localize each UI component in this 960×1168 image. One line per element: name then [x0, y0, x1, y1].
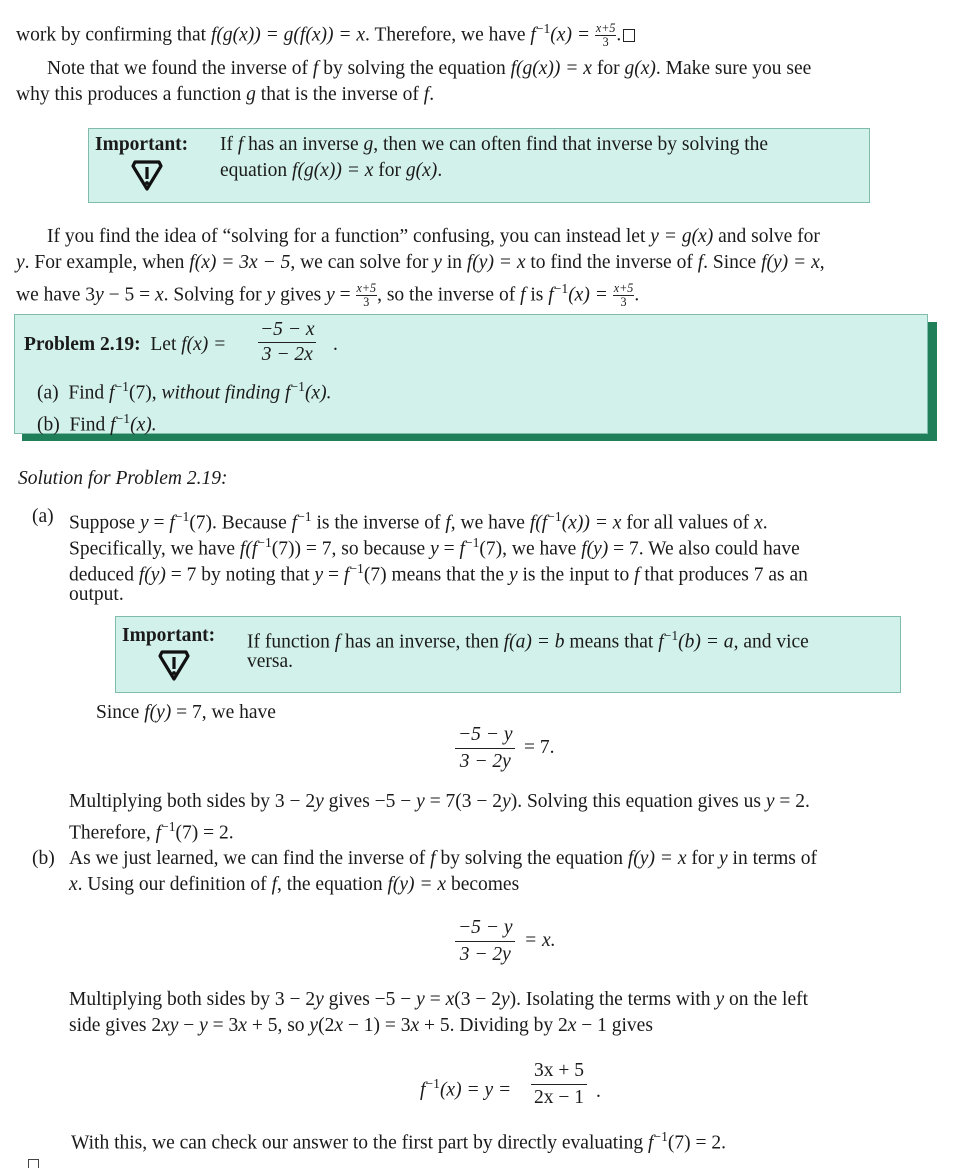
- math: f: [109, 382, 115, 404]
- solution-heading: Solution for Problem 2.19:: [18, 468, 228, 489]
- equation-1-rhs: = 7.: [524, 737, 555, 758]
- solution-a-line-3: [69, 557, 808, 588]
- superscript: −1: [161, 819, 176, 834]
- math: y: [139, 512, 149, 534]
- intro-para2-line-2: [16, 83, 434, 107]
- text: =: [148, 512, 170, 534]
- text: . For example, when: [24, 252, 190, 273]
- math: f: [291, 512, 298, 534]
- text: .: [437, 160, 443, 181]
- math: f: [271, 874, 277, 895]
- text: . Make sure you see: [655, 58, 812, 79]
- numerator: −5 − y: [455, 722, 515, 749]
- text: Find: [68, 382, 110, 404]
- inline-fraction: [356, 282, 378, 308]
- math: f(y): [144, 702, 172, 723]
- math: f: [110, 414, 116, 436]
- text: If function: [247, 631, 335, 653]
- text: − 1) = 3: [342, 1015, 411, 1036]
- solution-b-mult-line-1: [69, 988, 808, 1012]
- denominator: 3: [602, 34, 609, 49]
- since-line: [96, 701, 276, 725]
- math: y: [416, 791, 425, 812]
- superscript: −1: [553, 281, 569, 296]
- para3-line-2: [16, 251, 825, 275]
- math: f: [658, 631, 664, 653]
- important2-line-2: versa.: [247, 651, 294, 672]
- math: y: [326, 284, 335, 306]
- math: g(x): [405, 160, 438, 181]
- math: (x) =: [568, 284, 613, 306]
- text: Suppose: [69, 512, 140, 534]
- text: As we just learned, we can find the inverse of: [69, 848, 431, 869]
- text: by solving the equation: [435, 848, 628, 869]
- math: y: [315, 791, 324, 812]
- math: g: [363, 134, 374, 155]
- superscript: −1: [464, 535, 480, 550]
- math: y: [266, 284, 276, 306]
- math: f: [343, 564, 350, 586]
- math: f: [312, 58, 319, 79]
- math: (x) =: [550, 24, 595, 46]
- superscript: −1: [425, 1076, 440, 1091]
- math: (x).: [304, 382, 332, 404]
- text: = 2.: [774, 791, 810, 812]
- math: f(g(x)) = x: [510, 58, 592, 79]
- text: (7) means that the: [363, 564, 509, 586]
- text: Specifically, we have: [69, 538, 240, 560]
- intro-line-1: work by confirming that f(g(x)) = g(f(x)) = x. Therefore, we have $f^{-1}(x)$ = $\frac{x+5}{3}$ .: [16, 17, 635, 49]
- math: f: [237, 134, 244, 155]
- text: + 5. Dividing by 2: [419, 1015, 568, 1036]
- qed-icon: [28, 1159, 39, 1168]
- equation-1-fraction: [455, 722, 515, 775]
- math: f: [334, 631, 341, 653]
- text: −: [178, 1015, 200, 1036]
- text: that produces 7 as an: [639, 564, 808, 586]
- math: x: [238, 1015, 247, 1036]
- superscript: −1: [653, 1129, 668, 1144]
- text: in: [441, 252, 467, 273]
- text: = 7. We also could have: [608, 538, 800, 560]
- superscript: −1: [663, 628, 679, 643]
- superscript: −1: [547, 509, 562, 524]
- math: f(f: [529, 512, 548, 534]
- math: f(y) = x: [466, 252, 526, 273]
- math: y: [199, 1015, 208, 1036]
- text: Since: [96, 702, 145, 723]
- math: f: [697, 252, 704, 273]
- text: equation: [220, 160, 293, 181]
- math: xy: [161, 1015, 179, 1036]
- text: 3x + 5: [534, 1060, 584, 1081]
- math: f(y) = x: [627, 848, 687, 869]
- text: , then we can often find that inverse by solving the: [373, 134, 769, 155]
- inline-fraction: [613, 282, 635, 308]
- math: x: [445, 989, 455, 1010]
- denominator: 3: [620, 294, 627, 309]
- text: , so the inverse of: [377, 284, 521, 306]
- math: f(y): [138, 564, 166, 586]
- text: (2: [318, 1015, 335, 1036]
- math: y: [315, 989, 324, 1010]
- text: deduced: [69, 564, 139, 586]
- text: − 5 =: [103, 284, 155, 306]
- denominator: 3: [363, 294, 370, 309]
- text: , the equation: [276, 874, 388, 895]
- qed-icon: [623, 29, 635, 42]
- equation-2-fraction: [455, 915, 515, 968]
- therefore-line: [69, 815, 234, 846]
- math: x: [69, 874, 78, 895]
- text: ). Solving this equation gives us: [510, 791, 766, 812]
- text: and solve for: [713, 226, 820, 247]
- text: to find the inverse of: [525, 252, 698, 273]
- text: has an inverse, then: [340, 631, 504, 653]
- math: y: [500, 989, 510, 1010]
- math: y: [508, 564, 518, 586]
- text: + 5, so: [246, 1015, 310, 1036]
- math: f: [445, 512, 451, 534]
- math: f: [420, 1079, 426, 1101]
- math: f: [430, 848, 436, 869]
- math: x: [410, 1015, 420, 1036]
- math: y: [314, 564, 324, 586]
- text: (7), we have: [479, 538, 582, 560]
- text: .: [429, 84, 435, 105]
- text: gives: [275, 284, 327, 306]
- math: f(y): [581, 538, 609, 560]
- numerator: −5 − x: [258, 318, 316, 343]
- math: y: [715, 989, 725, 1010]
- numerator: x+5: [595, 21, 616, 36]
- part-b-label: (b): [32, 848, 55, 869]
- math: f: [634, 564, 640, 586]
- text: , we have: [450, 512, 530, 534]
- math: y: [309, 1015, 319, 1036]
- math: f: [530, 24, 536, 46]
- part-label: (a): [37, 382, 59, 404]
- text: Multiplying both sides by 3 − 2: [69, 989, 316, 1010]
- text: If you find the idea of “solving for a function” confusing, you can instead let: [47, 226, 651, 247]
- text: (7),: [128, 382, 162, 404]
- multiplying-line: [69, 790, 810, 814]
- math: x: [154, 284, 164, 306]
- denominator: [531, 1085, 587, 1111]
- math: y = g(x): [650, 226, 714, 247]
- text: = 7(3 − 2: [424, 791, 503, 812]
- text: , and vice: [733, 631, 809, 653]
- solution-b-line-1: [69, 847, 817, 871]
- problem-label: Problem 2.19:: [24, 334, 141, 355]
- text: . Since: [703, 252, 762, 273]
- math: x: [754, 512, 763, 534]
- inline-fraction: [595, 22, 617, 48]
- para3-line-1: [47, 225, 820, 249]
- denominator: 3 − 2y: [459, 944, 511, 965]
- math: x: [334, 1015, 343, 1036]
- numerator: [531, 1058, 587, 1085]
- math: y: [16, 252, 25, 273]
- denominator: 3 − 2y: [459, 751, 511, 772]
- part-label: (b): [37, 414, 60, 436]
- text: ,: [819, 252, 825, 273]
- math: f: [169, 512, 175, 534]
- math: f(f: [239, 538, 258, 560]
- solution-b-mult-line-2: [69, 1014, 653, 1038]
- superscript: −1: [349, 561, 364, 576]
- with-this-line: [71, 1125, 726, 1156]
- intro-para2-line-1: [47, 57, 811, 81]
- solution-b-line-2: [69, 873, 519, 897]
- equation-2-rhs: = x.: [524, 930, 556, 951]
- important-label: Important:: [122, 625, 216, 646]
- math: g(x): [624, 58, 656, 79]
- math: y: [719, 848, 728, 869]
- text: With this, we can check our answer to the first part by directly evaluating: [71, 1132, 648, 1154]
- math: (x).: [130, 414, 157, 436]
- warning-icon: [157, 648, 191, 682]
- numerator: −5 − y: [455, 915, 515, 942]
- text: (3 − 2: [454, 989, 501, 1010]
- math: (b) = a: [678, 631, 734, 653]
- math: y: [433, 252, 442, 273]
- text: .: [634, 284, 640, 306]
- text: for: [591, 58, 625, 79]
- important1-line-1: [220, 133, 768, 157]
- text: side gives 2: [69, 1015, 162, 1036]
- numerator: x+5: [613, 281, 634, 296]
- text: = 7, we have: [171, 702, 276, 723]
- text: =: [323, 564, 344, 586]
- text: Multiplying both sides by 3 − 2: [69, 791, 316, 812]
- numerator: x+5: [356, 281, 377, 296]
- superscript: −1: [114, 379, 129, 394]
- text: .: [762, 512, 768, 534]
- text: .: [333, 334, 338, 355]
- text: becomes: [446, 874, 520, 895]
- math: f: [520, 284, 526, 306]
- text: is the input to: [517, 564, 635, 586]
- text: why this produces a function: [16, 84, 247, 105]
- math: f: [548, 284, 554, 306]
- math: f: [459, 538, 465, 560]
- math: f(a) = b: [503, 631, 565, 653]
- math: y: [502, 791, 511, 812]
- math: x: [567, 1015, 577, 1036]
- math: y: [416, 989, 425, 1010]
- text: Find: [69, 414, 111, 436]
- math: f: [647, 1132, 654, 1154]
- text: Therefore,: [69, 822, 156, 844]
- equation-3-lhs: [420, 1072, 511, 1103]
- text: for: [686, 848, 719, 869]
- text: =: [438, 538, 460, 560]
- text: work by confirming that: [16, 24, 211, 46]
- math: (x)) = x: [561, 512, 622, 534]
- text: gives −5 −: [323, 791, 417, 812]
- superscript: −1: [257, 535, 272, 550]
- text: Let: [150, 334, 182, 355]
- problem-fraction: [258, 318, 316, 367]
- text: in terms of: [727, 848, 818, 869]
- math: f(x) =: [181, 334, 227, 355]
- superscript: −1: [174, 509, 190, 524]
- text: ). Isolating the terms with: [509, 989, 716, 1010]
- text: . Solving for: [163, 284, 267, 306]
- math: f(x) = 3x − 5: [189, 252, 291, 273]
- math: f: [423, 84, 430, 105]
- math: (x) = y =: [439, 1079, 512, 1101]
- warning-icon: [130, 158, 164, 192]
- math: f: [155, 822, 162, 844]
- equation-3-fraction: [531, 1058, 587, 1111]
- text: =: [334, 284, 356, 306]
- text: means that: [564, 631, 659, 653]
- para3-line-3: [16, 277, 639, 309]
- denominator: 3 − 2x: [261, 344, 313, 365]
- text: , we can solve for: [290, 252, 434, 273]
- problem-part-a: [37, 375, 331, 406]
- text: has an inverse: [243, 134, 364, 155]
- text: 2x − 1: [534, 1087, 584, 1108]
- math: f(y) = x: [387, 874, 447, 895]
- text: (7). Because: [189, 512, 292, 534]
- superscript: −1: [290, 379, 305, 394]
- text: gives −5 −: [323, 989, 417, 1010]
- text: for all values of: [621, 512, 755, 534]
- text: =: [424, 989, 446, 1010]
- text: on the left: [724, 989, 809, 1010]
- math: y: [430, 538, 439, 560]
- equation-3-end: .: [596, 1081, 601, 1102]
- text: is the inverse of: [311, 512, 446, 534]
- part-a-label: (a): [32, 506, 54, 527]
- text: = 7 by noting that: [165, 564, 315, 586]
- text: (7) = 2.: [175, 822, 234, 844]
- superscript: −1: [297, 509, 312, 524]
- solution-a-line-4: output.: [69, 584, 124, 605]
- text: (7) = 2.: [667, 1132, 727, 1154]
- text: If: [220, 134, 238, 155]
- text: = 3: [207, 1015, 239, 1036]
- problem-part-b: [37, 407, 157, 438]
- math: y: [765, 791, 775, 812]
- important2-line-1: [247, 624, 809, 655]
- text: . Using our definition of: [77, 874, 272, 895]
- text: (7)) = 7, so because: [271, 538, 431, 560]
- math: y: [95, 284, 104, 306]
- text: − 1 gives: [576, 1015, 653, 1036]
- math: f(g(x)) = x: [292, 160, 374, 181]
- superscript: −1: [535, 21, 551, 36]
- math: f(y) = x: [761, 252, 820, 273]
- important1-line-2: [220, 159, 442, 183]
- superscript: −1: [115, 411, 131, 426]
- text: without finding: [161, 382, 285, 404]
- math: g: [246, 84, 256, 105]
- problem-statement: [24, 333, 226, 357]
- text: Note that we found the inverse of: [47, 58, 313, 79]
- text: . Therefore, we have: [365, 24, 531, 46]
- text: for: [373, 160, 406, 181]
- math: f(g(x)) = g(f(x)) = x: [210, 24, 366, 46]
- text: we have 3: [16, 284, 96, 306]
- text: that is the inverse of: [255, 84, 424, 105]
- text: is: [525, 284, 549, 306]
- math: f: [285, 382, 291, 404]
- text: by solving the equation: [318, 58, 511, 79]
- important-label: Important:: [95, 134, 189, 155]
